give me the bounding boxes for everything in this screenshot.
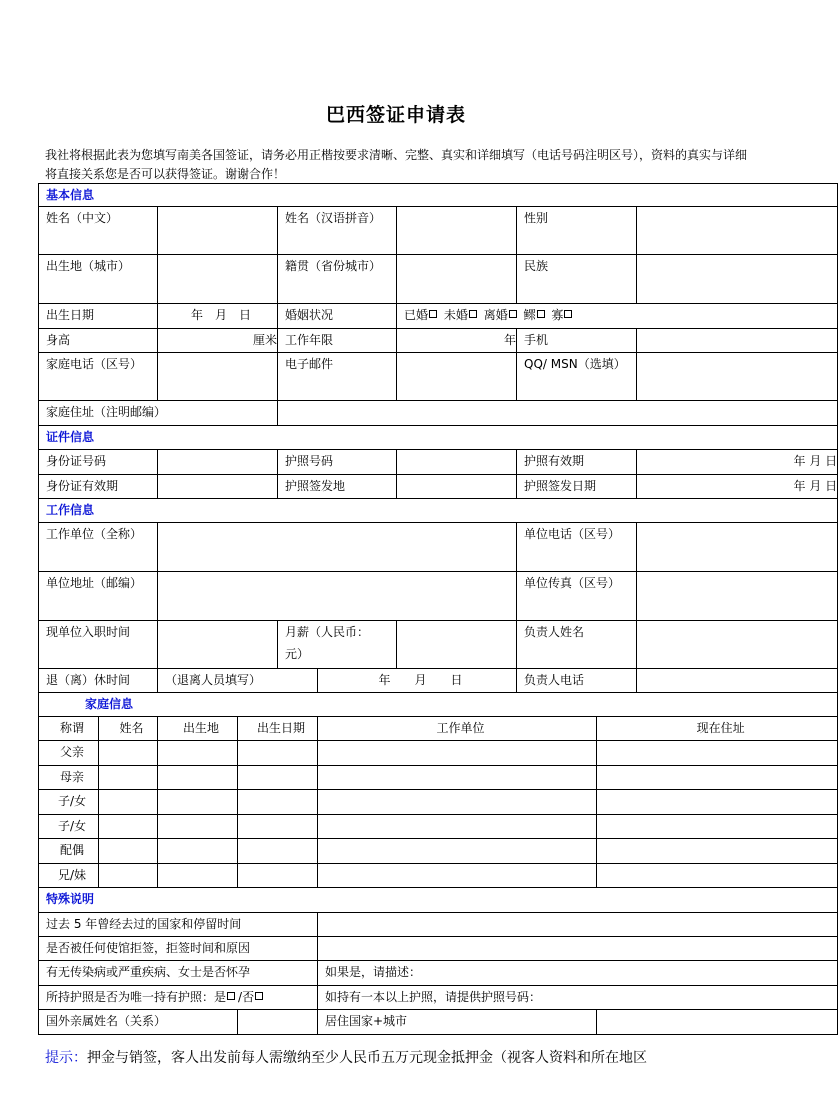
label-passport-number: 护照号码 <box>278 450 397 475</box>
label-native: 籍贯（省份城市） <box>278 255 397 304</box>
checkbox-no[interactable] <box>255 992 263 1000</box>
label-retire-time: 退（离）休时间 <box>39 669 158 693</box>
field-home-phone[interactable] <box>158 353 278 401</box>
family-employer-cell[interactable] <box>318 839 597 864</box>
label-home-phone: 家庭电话（区号） <box>39 353 158 401</box>
family-relation: 母亲 <box>39 766 99 790</box>
field-name-pinyin[interactable] <box>397 207 517 255</box>
family-col-birthplace: 出生地 <box>158 717 238 741</box>
field-height[interactable]: 厘米 <box>158 329 278 353</box>
checkbox-married[interactable] <box>429 310 437 318</box>
field-relatives-abroad[interactable] <box>238 1010 318 1035</box>
family-col-address: 现在住址 <box>597 717 838 741</box>
section-special: 特殊说明 <box>39 888 838 913</box>
family-name-cell[interactable] <box>99 864 158 888</box>
family-address-cell[interactable] <box>597 741 838 766</box>
table-row <box>39 766 838 790</box>
field-visa-refusal[interactable] <box>318 937 838 961</box>
field-passport-issue-date[interactable]: 年 月 日 <box>637 475 838 499</box>
family-relation: 兄/妹 <box>39 864 99 888</box>
section-family: 家庭信息 <box>39 693 838 717</box>
field-birthplace[interactable] <box>158 255 278 304</box>
field-passport-place[interactable] <box>397 475 517 499</box>
section-cert: 证件信息 <box>39 426 838 450</box>
field-employer[interactable] <box>158 523 517 572</box>
label-name-pinyin: 姓名（汉语拼音） <box>278 207 397 255</box>
field-passport-number[interactable] <box>397 450 517 475</box>
label-marital: 婚姻状况 <box>278 304 397 329</box>
label-birthplace: 出生地（城市） <box>39 255 158 304</box>
field-id-number[interactable] <box>158 450 278 475</box>
family-employer-cell[interactable] <box>318 766 597 790</box>
family-birthdate-cell[interactable] <box>238 766 318 790</box>
family-birthplace-cell[interactable] <box>158 741 238 766</box>
label-relatives-abroad: 国外亲属姓名（关系） <box>39 1010 238 1035</box>
field-native[interactable] <box>397 255 517 304</box>
family-col-employer: 工作单位 <box>318 717 597 741</box>
section-basic: 基本信息 <box>39 184 838 207</box>
label-employer-fax: 单位传真（区号） <box>517 572 637 621</box>
label-email: 电子邮件 <box>278 353 397 401</box>
label-manager-name: 负责人姓名 <box>517 621 637 669</box>
family-birthplace-cell[interactable] <box>158 815 238 839</box>
table-row <box>39 741 838 766</box>
label-work-years: 工作年限 <box>278 329 397 353</box>
field-employer-phone[interactable] <box>637 523 838 572</box>
field-qq[interactable] <box>637 353 838 401</box>
label-residence-country: 居住国家+城市 <box>318 1010 597 1035</box>
label-id-number: 身份证号码 <box>39 450 158 475</box>
deposit-tip <box>45 1047 785 1067</box>
table-row <box>39 864 838 888</box>
label-salary: 月薪（人民币： 元） <box>278 621 397 669</box>
family-birthdate-cell[interactable] <box>238 864 318 888</box>
field-manager-name[interactable] <box>637 621 838 669</box>
field-email[interactable] <box>397 353 517 401</box>
page-title: 巴西签证申请表 <box>325 104 466 126</box>
field-mobile[interactable] <box>637 329 838 353</box>
family-address-cell[interactable] <box>597 839 838 864</box>
field-retire-time[interactable]: 年 月 日 <box>318 669 517 693</box>
tip-text: 押金与销签，客人出发前每人需缴纳至少人民币五万元现金抵押金（视客人资料和所在地区 <box>87 1050 647 1066</box>
field-ethnic[interactable] <box>637 255 838 304</box>
label-health: 有无传染病或严重疾病、女士是否怀孕 <box>39 961 318 986</box>
family-birthdate-cell[interactable] <box>238 815 318 839</box>
field-join-date[interactable] <box>158 621 278 669</box>
family-relation: 子/女 <box>39 790 99 815</box>
family-name-cell[interactable] <box>99 839 158 864</box>
section-work: 工作信息 <box>39 499 838 523</box>
family-birthdate-cell[interactable] <box>238 790 318 815</box>
family-relation: 配偶 <box>39 839 99 864</box>
label-join-date: 现单位入职时间 <box>39 621 158 669</box>
label-mobile: 手机 <box>517 329 637 353</box>
application-form <box>38 183 838 1035</box>
family-relation: 子/女 <box>39 815 99 839</box>
label-height: 身高 <box>39 329 158 353</box>
field-visited-countries[interactable] <box>318 913 838 937</box>
family-name-cell[interactable] <box>99 790 158 815</box>
label-employer-address: 单位地址（邮编） <box>39 572 158 621</box>
label-id-validity: 身份证有效期 <box>39 475 158 499</box>
label-home-address: 家庭住址（注明邮编） <box>39 401 278 426</box>
field-home-address[interactable] <box>278 401 838 426</box>
family-col-name: 姓名 <box>99 717 158 741</box>
family-birthplace-cell[interactable] <box>158 864 238 888</box>
label-employer: 工作单位（全称） <box>39 523 158 572</box>
field-salary[interactable] <box>397 621 517 669</box>
family-employer-cell[interactable] <box>318 815 597 839</box>
family-birthdate-cell[interactable] <box>238 741 318 766</box>
label-birthdate: 出生日期 <box>39 304 158 329</box>
family-birthdate-cell[interactable] <box>238 839 318 864</box>
table-row <box>39 790 838 815</box>
checkbox-widow[interactable] <box>564 310 572 318</box>
label-gender: 性别 <box>517 207 637 255</box>
label-visited-countries: 过去 5 年曾经去过的国家和停留时间 <box>39 913 318 937</box>
table-row <box>39 815 838 839</box>
table-row <box>39 839 838 864</box>
family-address-cell[interactable] <box>597 790 838 815</box>
label-passport-only: 所持护照是否为唯一持有护照：是 /否 <box>39 986 318 1010</box>
field-id-validity[interactable] <box>158 475 278 499</box>
family-address-cell[interactable] <box>597 766 838 790</box>
family-name-cell[interactable] <box>99 741 158 766</box>
label-passport-validity: 护照有效期 <box>517 450 637 475</box>
field-health[interactable]: 如果是，请描述： <box>318 961 838 986</box>
field-work-years[interactable]: 年 <box>397 329 517 353</box>
family-name-cell[interactable] <box>99 766 158 790</box>
family-employer-cell[interactable] <box>318 864 597 888</box>
family-birthplace-cell[interactable] <box>158 839 238 864</box>
retire-note: （退离人员填写） <box>158 669 318 693</box>
field-birthdate[interactable]: 年 月 日 <box>158 304 278 329</box>
label-passport-place: 护照签发地 <box>278 475 397 499</box>
field-employer-address[interactable] <box>158 572 517 621</box>
label-ethnic: 民族 <box>517 255 637 304</box>
intro-text: 我社将根据此表为您填写南美各国签证，请务必用正楷按要求清晰、完整、真实和详细填写（电话号码注明区号），资料的真实与详细将直接关系您是否可以获得签证。谢谢合作！ <box>45 148 748 181</box>
field-residence-country[interactable] <box>597 1010 838 1035</box>
family-birthplace-cell[interactable] <box>158 766 238 790</box>
family-name-cell[interactable] <box>99 815 158 839</box>
family-relation: 父亲 <box>39 741 99 766</box>
field-gender[interactable] <box>637 207 838 255</box>
marital-options[interactable]: 已婚 未婚 离婚 鳏 寡 <box>397 304 838 329</box>
family-address-cell[interactable] <box>597 864 838 888</box>
label-employer-phone: 单位电话（区号） <box>517 523 637 572</box>
family-birthplace-cell[interactable] <box>158 790 238 815</box>
field-passport-validity[interactable]: 年 月 日 <box>637 450 838 475</box>
label-visa-refusal: 是否被任何使馆拒签，拒签时间和原因 <box>39 937 318 961</box>
family-address-cell[interactable] <box>597 815 838 839</box>
label-qq: QQ/ MSN（选填） <box>517 353 637 401</box>
checkbox-unmarried[interactable] <box>469 310 477 318</box>
checkbox-widower[interactable] <box>537 310 545 318</box>
field-manager-phone[interactable] <box>637 669 838 693</box>
field-name-cn[interactable] <box>158 207 278 255</box>
label-passport-issue-date: 护照签发日期 <box>517 475 637 499</box>
label-manager-phone: 负责人电话 <box>517 669 637 693</box>
tip-label: 提示： <box>45 1050 87 1066</box>
label-name-cn: 姓名（中文） <box>39 207 158 255</box>
field-other-passports[interactable]: 如持有一本以上护照，请提供护照号码： <box>318 986 838 1010</box>
field-employer-fax[interactable] <box>637 572 838 621</box>
family-col-relation: 称谓 <box>39 717 99 741</box>
checkbox-yes[interactable] <box>227 992 235 1000</box>
family-employer-cell[interactable] <box>318 741 597 766</box>
family-employer-cell[interactable] <box>318 790 597 815</box>
family-col-birthdate: 出生日期 <box>238 717 318 741</box>
checkbox-divorced[interactable] <box>509 310 517 318</box>
